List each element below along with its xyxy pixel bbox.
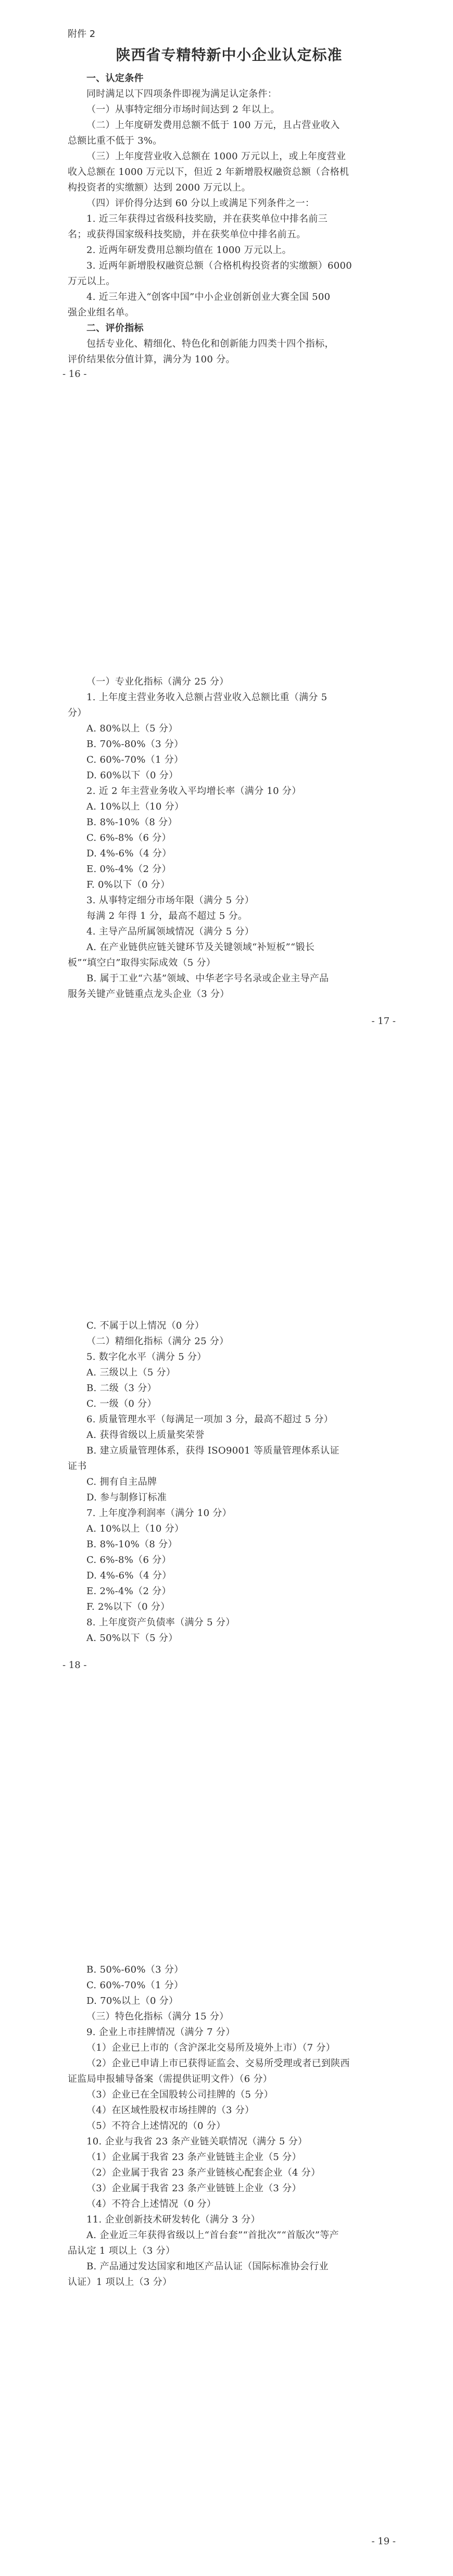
text-line: D. 70%以上（0 分） [86, 1996, 179, 2006]
page-16-lines [68, 71, 391, 368]
text-line: 名；或获得国家级科技奖励，并在获奖单位中排名前五。 [68, 229, 306, 240]
text-line: （3）企业已在全国股转公司挂牌的（5 分） [86, 2089, 273, 2100]
text-line: （2）企业属于我省 23 条产业链核心配套企业（4 分） [86, 2167, 321, 2178]
text-line: 6. 质量管理水平（每满足一项加 3 分，最高不超过 5 分） [86, 1414, 333, 1425]
page-18-lines [68, 1318, 391, 1646]
text-line: 二、评价指标 [86, 323, 144, 334]
text-line: （1）企业属于我省 23 条产业链链主企业（5 分） [86, 2152, 301, 2163]
text-line: A. 获得省级以上质量奖荣誉 [86, 1430, 205, 1441]
text-line: 2. 近 2 年主营业务收入平均增长率（满分 10 分） [86, 786, 301, 797]
text-line: （4）在区域性股权市场挂牌的（3 分） [86, 2105, 255, 2116]
text-line: 包括专业化、精细化、特色化和创新能力四类十四个指标， [86, 338, 334, 349]
text-line: （4）不符合上述情况（0 分） [86, 2199, 217, 2209]
text-line: 评价结果依分值计算，满分为 100 分。 [68, 354, 235, 365]
text-line: 分） [68, 708, 87, 718]
text-line: 证书 [68, 1461, 87, 1472]
text-line: A. 50%以下（5 分） [86, 1633, 178, 1644]
document-page-19 [0, 1932, 453, 2576]
text-line: 板”“填空白”取得实际成效（5 分） [68, 957, 216, 968]
text-line: 一、认定条件 [86, 73, 144, 84]
text-line: （2）企业已申请上市已获得证监会、交易所受理或者已到陕西 [86, 2058, 350, 2069]
text-line: C. 6%-8%（6 分） [86, 1555, 171, 1565]
text-line: （3）企业属于我省 23 条产业链链上企业（3 分） [86, 2183, 301, 2194]
text-line: 1. 上年度主营业务收入总额占营业收入总额比重（满分 5 [86, 692, 328, 703]
text-line: A. 企业近三年获得省级以上“首台套”“首批次”“首版次”等产 [86, 2230, 339, 2241]
page-number: - 18 - [62, 1660, 87, 1671]
document-title: 陕西省专精特新中小企业认定标准 [116, 46, 343, 64]
text-line: C. 60%-70%（1 分） [86, 1980, 184, 1991]
text-line: （1）企业已上市的（含沪深北交易所及境外上市）（7 分） [86, 2042, 336, 2053]
text-line: 品认定 1 项以上（3 分） [68, 2245, 175, 2256]
text-line: 服务关键产业链重点龙头企业（3 分） [68, 989, 230, 1000]
text-line: 7. 上年度净利润率（满分 10 分） [86, 1508, 232, 1519]
text-line: （二）精细化指标（满分 25 分） [86, 1336, 229, 1347]
text-line: （二）上年度研发费用总额不低于 100 万元，且占营业收入 [86, 120, 340, 131]
text-line: B. 8%-10%（8 分） [86, 817, 178, 828]
text-line: B. 属于工业“六基”领域、中华老字号名录或企业主导产品 [86, 973, 329, 984]
text-line: C. 拥有自主品牌 [86, 1476, 157, 1487]
text-line: C. 一级（0 分） [86, 1398, 157, 1409]
text-line: 1. 近三年获得过省级科技奖励，并在获奖单位中排名前三 [86, 213, 328, 224]
document-page-17 [0, 644, 453, 1288]
text-line: 9. 企业上市挂牌情况（满分 7 分） [86, 2027, 235, 2038]
text-line: C. 不属于以上情况（0 分） [86, 1320, 205, 1331]
text-line: 总额比重不低于 3%。 [68, 135, 162, 146]
text-line: E. 2%-4%（2 分） [86, 1586, 171, 1597]
document-page-18 [0, 1288, 453, 1932]
text-line: A. 10%以上（10 分） [86, 801, 184, 812]
text-line: 同时满足以下四项条件即视为满足认定条件： [86, 89, 277, 99]
text-line: （一）从事特定细分市场时间达到 2 年以上。 [86, 104, 280, 115]
text-line: 2. 近两年研发费用总额均值在 1000 万元以上。 [86, 245, 292, 256]
text-line: A. 10%以上（10 分） [86, 1523, 184, 1534]
page-number: - 16 - [62, 369, 87, 380]
text-line: （三）特色化指标（满分 15 分） [86, 2011, 229, 2022]
text-line: B. 二级（3 分） [86, 1383, 157, 1394]
text-line: 收入总额在 1000 万元以下，但近 2 年新增股权融资总额（合格机 [68, 167, 349, 178]
text-line: 每满 2 年得 1 分，最高不超过 5 分。 [86, 911, 248, 921]
text-line: B. 8%-10%（8 分） [86, 1539, 178, 1550]
text-line: （四）评价得分达到 60 分以上或满足下列条件之一： [86, 198, 315, 209]
page-17-lines [68, 674, 391, 1002]
text-line: 11. 企业创新技术研发转化（满分 3 分） [86, 2214, 260, 2225]
text-line: 认证）1 项以上（3 分） [68, 2277, 172, 2288]
text-line: 构投资者的实缴额）达到 2000 万元以上。 [68, 182, 251, 193]
text-line: （三）上年度营业收入总额在 1000 万元以上，或上年度营业 [86, 151, 346, 162]
attachment-label: 附件 2 [68, 29, 96, 40]
page-number: - 19 - [371, 2536, 396, 2547]
text-line: 4. 近三年进入“创客中国”中小企业创新创业大赛全国 500 [86, 292, 331, 302]
text-line: F. 0%以下（0 分） [86, 879, 170, 890]
text-line: 8. 上年度资产负债率（满分 5 分） [86, 1617, 235, 1628]
text-line: D. 4%-6%（4 分） [86, 1570, 172, 1581]
text-line: C. 60%-70%（1 分） [86, 754, 184, 765]
text-line: D. 4%-6%（4 分） [86, 848, 172, 859]
page-16-content [68, 27, 391, 368]
text-line: 3. 从事特定细分市场年限（满分 5 分） [86, 895, 255, 906]
text-line: B. 建立质量管理体系，获得 ISO9001 等质量管理体系认证 [86, 1445, 339, 1456]
text-line: 证监局申报辅导备案（需提供证明文件）（6 分） [68, 2074, 273, 2085]
text-line: （5）不符合上述情况的（0 分） [86, 2120, 226, 2131]
text-line: C. 6%-8%（6 分） [86, 832, 171, 843]
document-page-16 [0, 0, 453, 644]
text-line: 万元以上。 [68, 276, 116, 287]
text-line: E. 0%-4%（2 分） [86, 864, 171, 875]
text-line: B. 50%-60%（3 分） [86, 1964, 184, 1975]
text-line: B. 70%-80%（3 分） [86, 739, 184, 750]
text-line: 5. 数字化水平（满分 5 分） [86, 1352, 207, 1362]
text-line: 强企业组名单。 [68, 307, 135, 318]
text-line: B. 产品通过发达国家和地区产品认证（国际标准协会行业 [86, 2261, 329, 2272]
text-line: D. 参与制修订标准 [86, 1492, 167, 1503]
page-19-lines [68, 1962, 391, 2290]
page-number: - 17 - [371, 1016, 396, 1027]
page-19-content [68, 1962, 391, 2290]
text-line: A. 在产业链供应链关键环节及关键领域“补短板”“锻长 [86, 942, 315, 953]
text-line: 4. 主导产品所属领域情况（满分 5 分） [86, 926, 255, 937]
text-line: D. 60%以下（0 分） [86, 770, 179, 781]
text-line: F. 2%以下（0 分） [86, 1601, 170, 1612]
text-line: A. 80%以上（5 分） [86, 723, 178, 734]
page-17-content [68, 674, 391, 1002]
page-18-content [68, 1318, 391, 1646]
text-line: A. 三级以上（5 分） [86, 1367, 176, 1378]
text-line: （一）专业化指标（满分 25 分） [86, 676, 229, 687]
text-line: 10. 企业与我省 23 条产业链关联情况（满分 5 分） [86, 2136, 308, 2147]
text-line: 3. 近两年新增股权融资总额（合格机构投资者的实缴额）6000 [86, 260, 353, 271]
